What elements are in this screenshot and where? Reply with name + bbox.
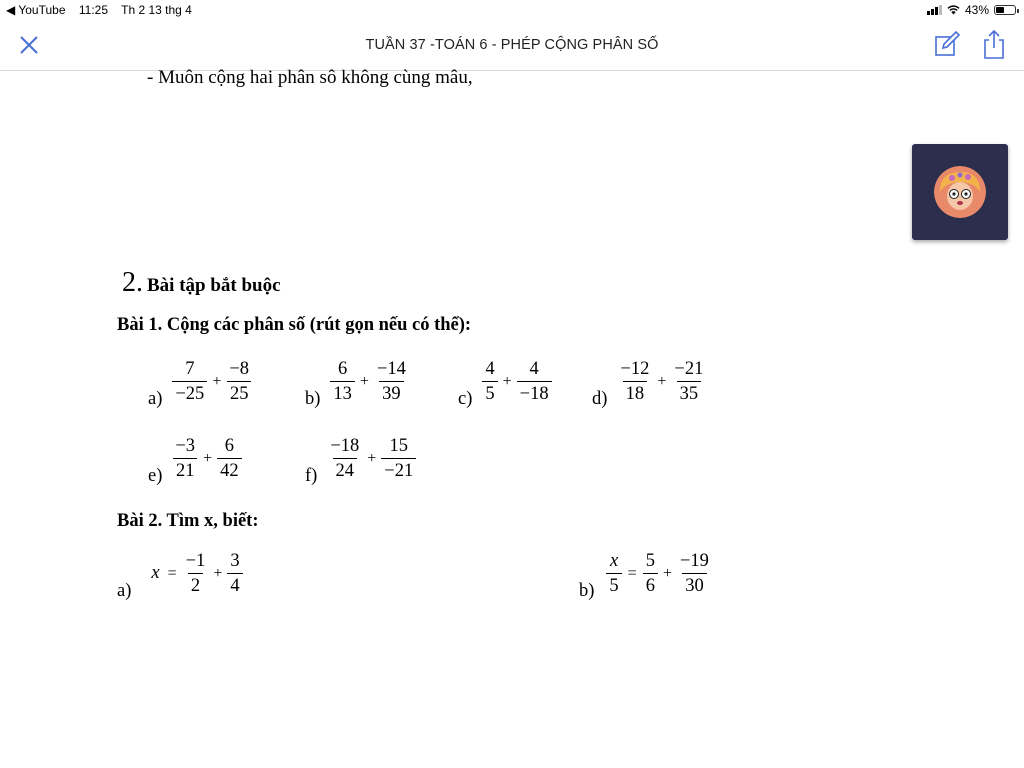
- fraction: $\frac{4}{5}$: [482, 357, 497, 406]
- fraction: $\frac{-19}{30}$: [679, 551, 709, 596]
- nav-bar: [0, 20, 1024, 71]
- fraction: $\frac{x}{5}$: [606, 549, 621, 598]
- battery-icon: [994, 5, 1016, 15]
- fraction: $\frac{15}{-21}$: [381, 434, 416, 483]
- fraction: $\frac{-1}{2}$: [185, 551, 206, 596]
- exercise-a: [148, 357, 254, 409]
- fraction: $\frac{-14}{39}$: [376, 359, 406, 404]
- fraction: $\frac{-8}{25}$: [226, 357, 252, 406]
- battery-percent: 43%: [964, 3, 989, 17]
- signal-icon: [927, 5, 942, 15]
- exercise-label: b): [305, 389, 321, 409]
- equals-sign: =: [627, 564, 637, 582]
- exercise-c: [458, 357, 554, 409]
- section-title: Bài tập bắt buộc: [147, 275, 281, 296]
- plus-sign: +: [212, 372, 222, 390]
- exercise-label: e): [148, 466, 163, 486]
- equals-sign: =: [167, 564, 177, 582]
- back-to-app-link[interactable]: ◀ YouTube: [6, 3, 66, 17]
- intro-line: - Muôn cộng hai phân sô không cùng mâu,: [147, 67, 473, 88]
- plus-sign: +: [203, 449, 213, 467]
- plus-sign: +: [662, 564, 672, 582]
- status-date: Th 2 13 thg 4: [121, 3, 192, 17]
- fraction: $\frac{4}{-18}$: [517, 357, 552, 406]
- equation-b: [579, 549, 714, 601]
- plus-sign: +: [502, 372, 512, 390]
- equation-label: b): [579, 581, 595, 601]
- bai2-title: Bài 2. Tìm x, biết:: [117, 511, 259, 531]
- section-number: 2.: [122, 267, 143, 298]
- exercise-label: d): [592, 389, 608, 409]
- fraction: $\frac{-3}{21}$: [172, 434, 198, 483]
- edit-icon[interactable]: [933, 30, 961, 58]
- fraction: $\frac{6}{42}$: [217, 434, 242, 483]
- variable-x: x: [151, 563, 160, 583]
- exercise-f: [305, 434, 418, 486]
- floating-video-widget[interactable]: [912, 144, 1008, 240]
- share-icon[interactable]: [981, 28, 1007, 60]
- fraction: $\frac{6}{13}$: [330, 357, 355, 406]
- fraction: $\frac{-12}{18}$: [620, 359, 650, 404]
- fraction: $\frac{7}{-25}$: [172, 357, 207, 406]
- cartoon-avatar-icon: [934, 166, 986, 218]
- wifi-icon: [947, 5, 960, 15]
- bai1-title: Bài 1. Cộng các phân số (rút gọn nếu có thể):: [117, 315, 472, 335]
- plus-sign: +: [657, 372, 667, 390]
- fraction: $\frac{-18}{24}$: [330, 436, 360, 481]
- equation-a: [117, 549, 245, 601]
- fraction: $\frac{3}{4}$: [227, 549, 242, 598]
- plus-sign: +: [367, 449, 377, 467]
- exercise-label: c): [458, 389, 473, 409]
- status-time: 11:25: [78, 3, 108, 17]
- section-heading: [122, 267, 281, 299]
- document-page: [0, 67, 1024, 768]
- status-bar: [0, 0, 1024, 20]
- status-right: [927, 3, 1016, 17]
- exercise-label: f): [305, 466, 318, 486]
- plus-sign: +: [213, 564, 223, 582]
- document-title: TUẦN 37 -TOÁN 6 - PHÉP CỘNG PHÂN SỐ: [365, 37, 659, 53]
- exercise-e: [148, 434, 244, 486]
- exercise-b: [305, 357, 411, 409]
- exercise-d: [592, 357, 708, 409]
- exercise-label: a): [148, 389, 163, 409]
- equation-label: a): [117, 581, 132, 601]
- status-left: [6, 3, 202, 17]
- plus-sign: +: [359, 372, 369, 390]
- fraction: $\frac{-21}{35}$: [674, 359, 704, 404]
- fraction: $\frac{5}{6}$: [643, 549, 658, 598]
